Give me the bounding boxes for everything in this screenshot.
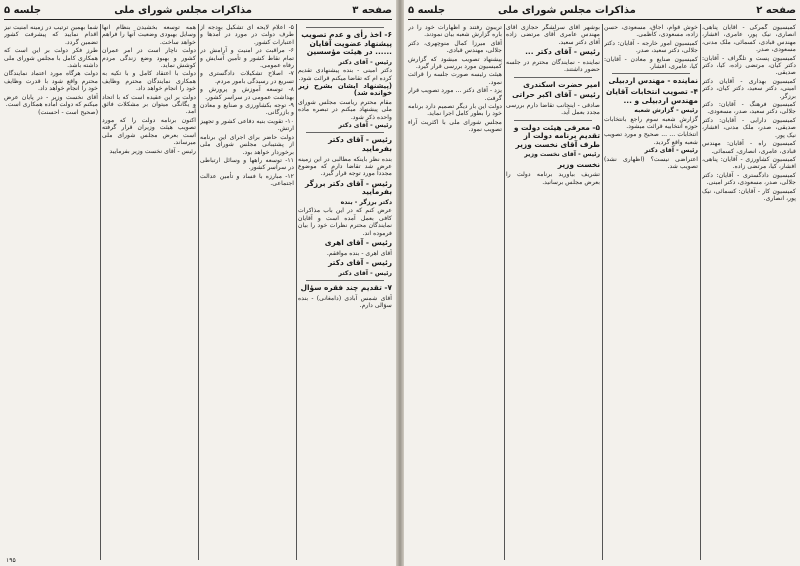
text-paragraph: کمیسیون امور خارجه - آقایان: دکتر جلالی، دکتر سعید، صدر. [604,39,698,55]
right-column-4 [408,24,502,560]
text-paragraph: همه توسعه بخشیدن بنظام آنها وسایل بهبودی وضعیت آنها را فراهم خواهد ساخت. [102,24,196,46]
right-page-session: جلسه ۵ [408,5,446,16]
speaker-line: رئیس - آقای دکتر [644,147,698,155]
text-paragraph: ۹- توجه بکشاورزی و صنایع و معادن و بازرگانی. [200,102,294,117]
text-paragraph: ۱۱- توسعه راهها و وسائل ارتباطی در سراسر کشور. [200,156,294,172]
text-paragraph: کمیسیون دادگستری - آقایان: دکتر جلالی، صدر، مسعودی، دکتر امینی. [702,171,796,187]
section-heading: رئیس - آقای اکبر حراتی [512,90,600,100]
section-separator [514,77,592,78]
left-page-title: مذاکرات مجلس شورای ملی [114,5,252,16]
column-divider [198,24,199,560]
text-paragraph: انتخابات ... ... صحیح و مورد تصویب شعبه واقع گردید. [604,131,698,146]
left-header-rule [4,19,392,20]
text-paragraph: (صحیح است - احسنت) [38,109,98,117]
right-page-header [408,3,796,19]
section-heading: نماینده - مهندس اردبیلی [608,76,698,86]
left-page-header [4,3,392,19]
speaker-line: رئیس - آقای دکتر [338,122,392,130]
text-paragraph: نماینده - نمایندگان محترم در جلسه حضور داشتند. [506,58,600,74]
column-divider [296,24,297,560]
text-paragraph: دولت این بار دیگر تصمیم دارد برنامه خود را بطور کامل اجرا نماید. [408,103,502,118]
text-paragraph: رئیس - آقای نخست وزیر بفرمایید [109,147,196,155]
speaker-line: رئیس - گزارش شعبه [634,107,698,115]
section-heading: رئیس - آقای دکتر ... [525,47,600,57]
speaker-line: رئیس - آقای نخست وزیر [524,151,600,159]
text-paragraph: کمیسیون کشاورزی - آقایان: پناهی، افشار، کیا، مرتضی زاده. [702,155,796,171]
left-page [0,0,396,566]
text-paragraph: دولت ناچار است در امر عمران کشور و بهبود وضع زندگی مردم کوشش نماید. [102,47,196,70]
text-paragraph: پیشنهاد تصویب میشود که گزارش کمیسیون مورد بررسی قرار گیرد. [408,55,502,71]
text-paragraph: مقام محترم ریاست مجلس شورای ملی پیشنهاد میکنم در تبصره ماده واحده ذکر شود. [298,98,392,121]
text-paragraph: کمیسیون کار - آقایان: کسمائی، نیک پور، انصاری. [702,187,796,202]
text-paragraph: ۶- مراقبت در امنیت و آرامش در تمام نقاط کشور و تأمین آسایش و رفاه عمومی. [200,47,294,70]
section-heading: رئیس - آقای اهری [324,238,392,248]
right-header-rule [408,19,796,20]
text-paragraph: خوش قوام، اجاق، مسعودی، حسن زاده، مسعودی، کاظمی. [604,24,698,39]
text-paragraph: دولت هرگاه مورد اعتماد نمایندگان محترم واقع شود با قدرت وظایف خود را انجام خواهد داد. [4,70,98,93]
text-paragraph: تریبون رفتند و اظهارات خود را در باره گزارش شعبه بیان نمودند. [408,24,502,39]
column-divider [100,24,101,560]
text-paragraph: ۷- اصلاح تشکیلات دادگستری و تسریع در رسیدگی بامور مردم. [200,70,294,85]
column-divider [504,24,505,560]
section-separator [612,73,690,74]
left-column-4 [4,24,98,560]
text-paragraph: دولت بر این عقیده است که با اتحاد و یگانگی میتوان بر مشکلات فائق آمد. [102,93,196,116]
text-paragraph: کمیسیون فرهنگ - آقایان: دکتر جلالی، دکتر سعید، صدر، مسعودی. [702,101,796,116]
text-paragraph: بنده نظر باینکه مطالبی در این زمینه عرض شد تقاضا دارم که موضوع مجدداً مورد توجه قرار گیرد. [298,155,392,178]
text-paragraph: (پیشنهاد ایشان بشرح زیر خوانده شد) [298,82,392,98]
text-paragraph: ۱۲- مبارزه با فساد و تأمین عدالت اجتماعی. [200,172,294,188]
left-column-1 [298,24,392,560]
right-page-label: صفحه ۲ [756,5,796,16]
section-separator [514,120,592,121]
text-paragraph: کمیسیون صنایع و معادن - آقایان: کیا، عامری، افشار. [604,55,698,71]
text-paragraph: بوشهر آقای سرلشگر حجازی آقای مهندس عامری آقای مرتضی زاده آقای دکتر سعید. [506,24,600,46]
text-paragraph: آقای شمس آبادی (دامغانی) - بنده سؤالی دارم. [298,294,392,310]
section-separator [306,280,384,281]
section-heading: رئیس - آقای دکتر برزگر بفرمایید [304,178,392,197]
text-paragraph: کمیسیون دارایی - آقایان: دکتر صدیقی، صدر، ملک مدنی، افشار، نیک پور. [702,116,796,139]
text-paragraph: دولت حاضر برای اجرای این برنامه از پشتیبانی مجلس شورای ملی برخوردار خواهد بود. [200,133,294,156]
right-page [404,0,800,566]
text-paragraph: یزد - آقای دکتر ... مورد تصویب قرار گرفت. [408,87,502,102]
section-heading: امیر حضرت اسکندری [523,79,600,89]
speaker-line: رئیس - آقای دکتر [338,269,392,277]
folio-number: ۱۹۵ [6,557,16,564]
text-paragraph: عرض کنم که در این باب مذاکرات کافی بعمل آمده است و آقایان نمایندگان محترم نظرات خود را بیان فرموده اند. [298,207,392,237]
text-paragraph: ۵- اعلام لایحه ای تشکیل بودجه از طرف دولت در مورد در آمدها و اعتبارات کشور. [200,24,294,46]
section-heading: ۷- تقدیم چند فقره سؤال [300,283,392,293]
text-paragraph: کمیسیون پست و تلگراف - آقایان: دکتر کیان، مرتضی زاده، کیا، دکتر صدیقی. [702,54,796,77]
section-heading: رئیس - آقای دکتر [328,258,392,268]
text-paragraph: اکنون برنامه دولت را که مورد تصویب هیئت وزیران قرار گرفته است بعرض مجلس شورای ملی میرساند. [102,116,196,147]
text-paragraph: آقای اهری - بنده موافقم. [326,249,392,257]
speaker-line: رئیس - آقای دکتر [338,58,392,66]
text-paragraph: اعتراضی نیست؟ (اظهاری نشد) تصویب شد. [604,155,698,171]
section-heading: ۵- معرفی هیئت دولت و تقدیم برنامه دولت از طرف آقای نخست وزیر [513,122,600,149]
text-paragraph: کمیسیون گمرکی - آقایان پناهی، انصاری، نیک پور، عامری، افشار، مهندس قبادی، کسمائی، ملک مدنی، مسعودی، صدر. [702,24,796,54]
text-paragraph: کمیسیون بهداری - آقایان دکتر امینی، دکتر سعید، دکتر کیان، دکتر برزگر. [702,77,796,100]
text-paragraph: کمیسیون راه - آقایان: مهندس قبادی، عامری، انصاری، کسمائی. [702,140,796,155]
text-paragraph: آقای نخست وزیر - در پایان عرض میکنم که دولت آماده همکاری است. [4,93,98,109]
text-paragraph: گزارش شعبه سوم راجع بانتخابات حوزه انتخابیه قرائت میشود. [604,115,698,131]
text-paragraph: دولت با اعتقاد کامل و با تکیه به همکاری نمایندگان محترم وظایف خود را انجام خواهد داد. [102,70,196,93]
text-paragraph: مجلس شورای ملی با اکثریت آراء تصویب نمود. [408,118,502,134]
text-paragraph: ۱۰- تقویت بنیه دفاعی کشور و تجهیز ارتش. [200,117,294,133]
speaker-line: دکتر برزگر - بنده [340,199,392,207]
section-heading: رئیس - آقای دکتر بفرمایید [328,135,392,154]
section-heading: ۴- تصویب انتخابات آقایان مهندس اردبیلی و ... [605,87,698,105]
right-column-3 [506,24,600,560]
right-column-2 [604,24,698,560]
text-paragraph: طرز فکر دولت بر این است که همکاری کامل با مجلس شورای ملی داشته باشد. [4,47,98,70]
left-page-label: صفحه ۳ [352,5,392,16]
section-separator [306,27,384,28]
text-paragraph: دکتر امینی - بنده پیشنهادی تقدیم کرده ام که تقاضا میکنم قرائت شود. [298,67,392,82]
right-page-title: مذاکرات مجلس شورای ملی [498,5,636,16]
text-paragraph: صادقی - اینجانب تقاضا دارم بررسی مجدد بعمل آید. [506,101,600,117]
text-paragraph: ۸- توسعه آموزش و پرورش و بهداشت عمومی در سراسر کشور. [200,86,294,101]
left-page-session: جلسه ۵ [4,5,42,16]
column-divider [700,24,701,560]
page-gutter [396,0,404,566]
text-paragraph: هیئت رئیسه صورت جلسه را قرائت نمود. [408,71,502,86]
column-divider [602,24,603,560]
right-column-1 [702,24,796,560]
section-separator [306,132,384,133]
left-column-2 [200,24,294,560]
text-paragraph: تشریف بیاورید برنامه دولت را بعرض مجلس برسانید. [506,171,600,186]
section-heading: ۶- اخذ رأی و عدم تصویب پیشنهاد عضویت آقایان ...... در هیئت مؤسسین [301,30,392,57]
section-heading: نخست وزیر [557,159,600,169]
text-paragraph: شما بهمین ترتیب در زمینه امنیت نیز اقدام نمایید که پیشرفت کشور تضمین گردد. [4,24,98,46]
left-column-3 [102,24,196,560]
text-paragraph: آقای میرزا کمال منوچهری، دکتر جلالی، مهندس قبادی. [408,39,502,55]
